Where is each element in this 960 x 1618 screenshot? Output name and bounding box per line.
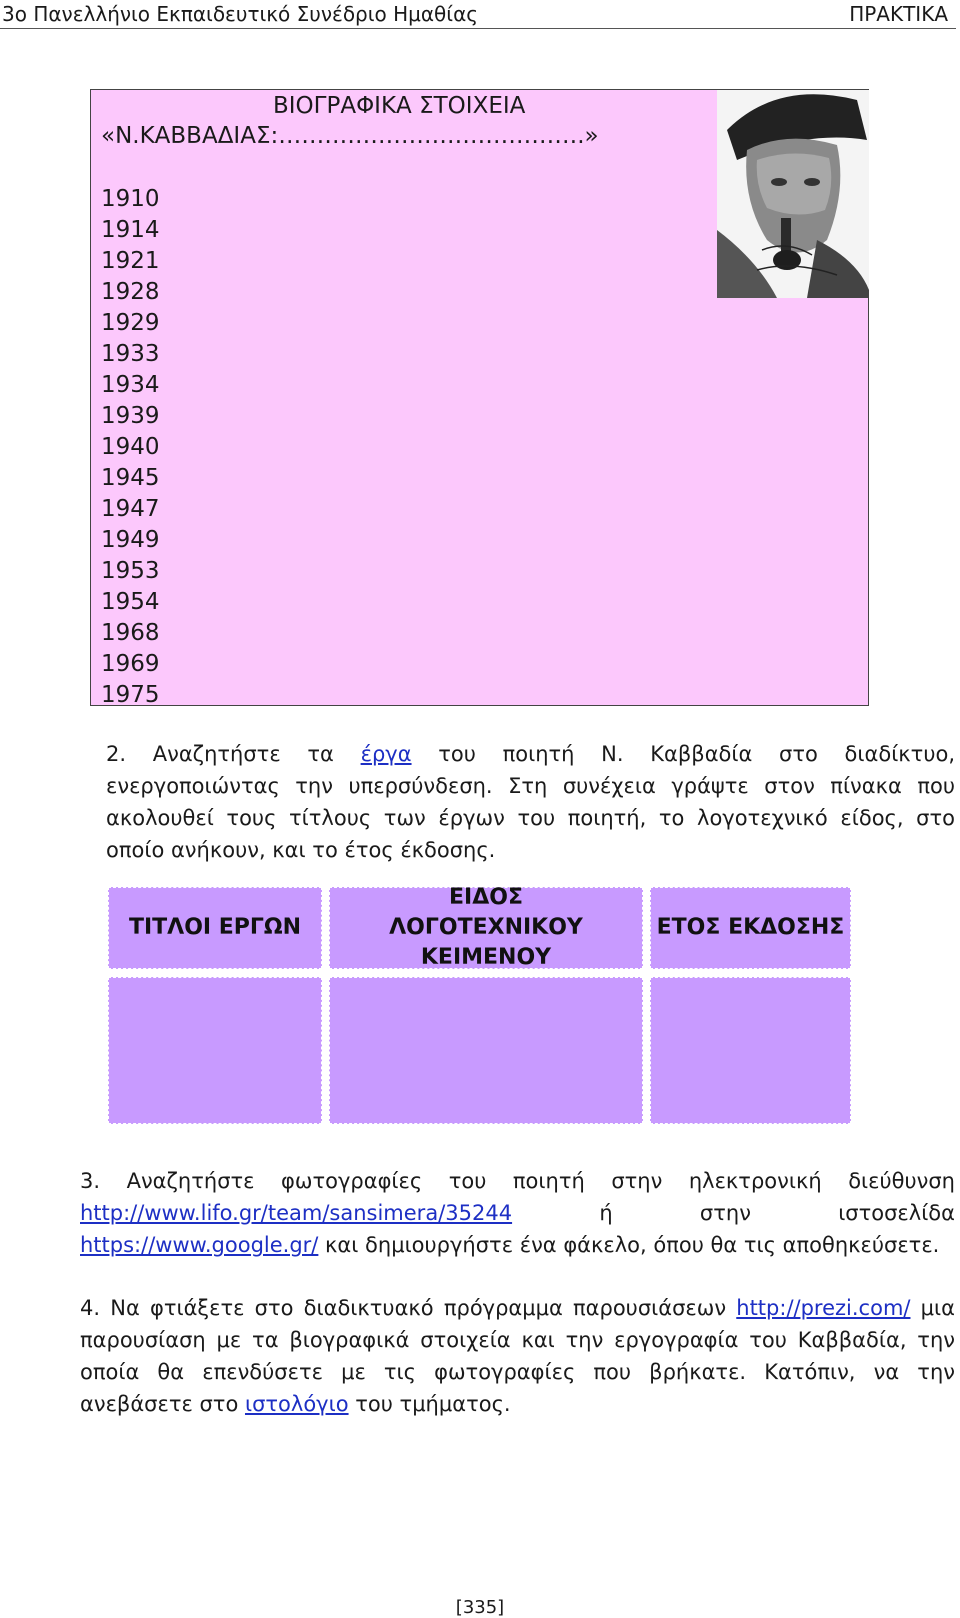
bio-year: 1934 [101, 372, 160, 398]
bio-year: 1975 [101, 682, 160, 708]
bio-year: 1929 [101, 310, 160, 336]
section-label: ΠΡΑΚΤΙΚΑ [849, 2, 948, 26]
bio-year: 1954 [101, 589, 160, 615]
blog-link[interactable]: ιστολόγιο [244, 1392, 349, 1416]
works-link[interactable]: έργα [360, 742, 412, 766]
bio-title: ΒΙΟΓΡΑΦΙΚΑ ΣΤΟΙΧΕΙΑ [273, 93, 526, 119]
prezi-link[interactable]: http://prezi.com/ [736, 1296, 911, 1320]
page-number: [335] [455, 1597, 505, 1618]
bio-years-list [101, 184, 160, 711]
bio-year: 1947 [101, 496, 160, 522]
bio-year: 1969 [101, 651, 160, 677]
bio-year: 1945 [101, 465, 160, 491]
bio-year: 1949 [101, 527, 160, 553]
header-year: ΕΤΟΣ ΕΚΔΟΣΗΣ [650, 887, 851, 969]
bio-year: 1914 [101, 217, 160, 243]
google-link[interactable]: https://www.google.gr/ [80, 1233, 319, 1257]
bio-year: 1928 [101, 279, 160, 305]
bio-year: 1939 [101, 403, 160, 429]
cell-titles[interactable] [108, 977, 322, 1124]
bio-year: 1953 [101, 558, 160, 584]
bio-year: 1910 [101, 186, 160, 212]
biography-box [90, 89, 869, 706]
bio-year: 1933 [101, 341, 160, 367]
header-titles: ΤΙΤΛΟΙ ΕΡΓΩΝ [108, 887, 322, 969]
lifo-link[interactable]: http://www.lifo.gr/team/sansimera/35244 [80, 1201, 513, 1225]
bio-year: 1968 [101, 620, 160, 646]
poet-photo [717, 90, 869, 298]
header-genre: ΕΙΔΟΣ ΛΟΓΟΤΕΧΝΙΚΟΥ ΚΕΙΜΕΝΟΥ [329, 887, 643, 969]
question-2: 2. Αναζητήστε τα έργα του ποιητή Ν. Καββαδία στο διαδίκτυο, ενεργοποιώντας την υπερσύνδεση. Στη συνέχεια γράψτε στον πίνακα που ακολουθεί τους τίτλους των έργων του ποιητή, το λογοτεχνικό είδος, στο οποίο ανήκουν, και το έτος έκδοσης. [106, 742, 955, 862]
conference-title: 3ο Πανελλήνιο Εκπαιδευτικό Συνέδριο Ημαθίας [2, 2, 478, 26]
question-4: 4. Να φτιάξετε στο διαδικτυακό πρόγραμμα παρουσιάσεων http://prezi.com/ μια παρουσίαση με τα βιογραφικά στοιχεία και την εργογραφία του Καββαδία, την οποία θα επενδύσετε με τις φωτογραφίες που βρήκατε. Κατόπιν, να την ανεβάσετε στο ιστολόγιο του τμήματος. [80, 1296, 955, 1416]
header-rule [0, 28, 956, 29]
bio-year: 1921 [101, 248, 160, 274]
cell-genre[interactable] [329, 977, 643, 1124]
cell-year[interactable] [650, 977, 851, 1124]
bio-year: 1940 [101, 434, 160, 460]
question-3: 3. Αναζητήστε φωτογραφίες του ποιητή στην ηλεκτρονική διεύθυνση http://www.lifo.gr/team/sansimera/35244 ή στην ιστοσελίδα https://www.google.gr/ και δημιουργήστε ένα φάκελο, όπου θα τις αποθηκεύσετε. [80, 1169, 955, 1257]
page-header [0, 0, 960, 30]
bio-name-line: «Ν.ΚΑΒΒΑΔΙΑΣ:………………………………….» [101, 123, 599, 149]
